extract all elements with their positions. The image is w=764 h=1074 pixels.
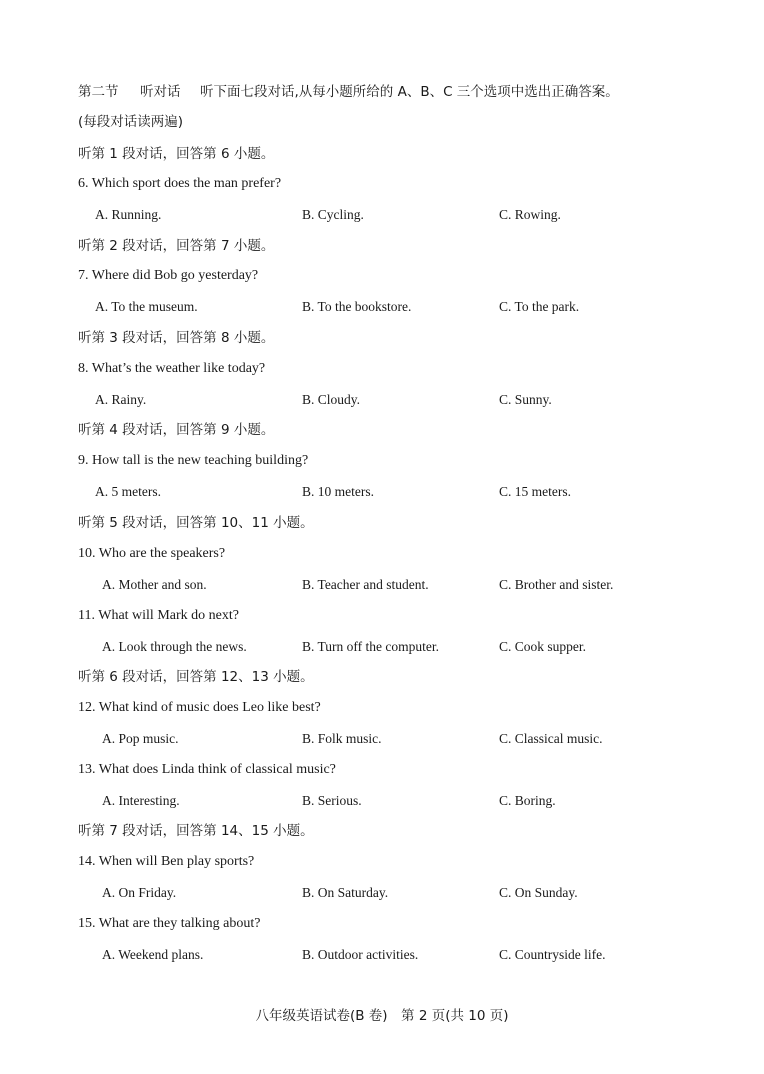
question-stem [0, 604, 764, 628]
question-stem [0, 357, 764, 381]
option-a: A. To the museum. [95, 299, 198, 314]
question-options [0, 295, 764, 319]
question-options [0, 635, 764, 659]
reading-note [0, 110, 764, 134]
option-c: C. To the park. [499, 299, 580, 314]
option-c: C. Rowing. [499, 207, 561, 222]
option-c: C. Boring. [499, 793, 556, 808]
option-c: C. Cook supper. [499, 639, 587, 654]
question-stem [0, 264, 764, 288]
dialogue-intro-text: 听第 1 段对话，回答第 6 小题。 [78, 146, 275, 162]
dialogue-intro-text: 听第 3 段对话，回答第 8 小题。 [78, 330, 275, 346]
question-stem [0, 449, 764, 473]
option-c: C. Sunny. [499, 392, 552, 407]
question-stem [0, 758, 764, 782]
dialogue-intro [0, 142, 764, 166]
option-b: B. Teacher and student. [302, 577, 429, 592]
option-c: C. 15 meters. [499, 484, 571, 499]
option-b: B. Outdoor activities. [302, 947, 419, 962]
dialogue-intro [0, 234, 764, 258]
dialogue-intro-text: 听第 7 段对话，回答第 14、15 小题。 [78, 823, 314, 839]
dialogue-intro-text: 听第 2 段对话，回答第 7 小题。 [78, 238, 275, 254]
question-stem [0, 542, 764, 566]
question-text: 10. Who are the speakers? [78, 546, 226, 561]
option-b: B. Folk music. [302, 731, 382, 746]
question-stem [0, 912, 764, 936]
question-text: 13. What does Linda think of classical music? [78, 762, 336, 777]
dialogue-intro [0, 326, 764, 350]
question-options [0, 943, 764, 967]
question-options [0, 789, 764, 813]
option-a: A. Running. [95, 207, 162, 222]
option-b: B. Cloudy. [302, 392, 361, 407]
option-b: B. To the bookstore. [302, 299, 412, 314]
question-options [0, 203, 764, 227]
section-number: 第二节 [78, 84, 119, 100]
page-footer: 八年级英语试卷(B 卷) 第 2 页(共 10 页) [255, 1008, 509, 1024]
option-b: B. On Saturday. [302, 885, 389, 900]
option-c: C. Countryside life. [499, 947, 606, 962]
section-header [0, 80, 764, 104]
option-c: C. On Sunday. [499, 885, 578, 900]
question-stem [0, 696, 764, 720]
question-text: 6. Which sport does the man prefer? [78, 176, 282, 191]
option-a: A. 5 meters. [95, 484, 161, 499]
option-c: C. Classical music. [499, 731, 603, 746]
dialogue-intro [0, 418, 764, 442]
option-a: A. Pop music. [102, 731, 179, 746]
dialogue-intro-text: 听第 5 段对话，回答第 10、11 小题。 [78, 515, 314, 531]
reading-note-text: (每段对话读两遍) [78, 114, 184, 130]
section-title: 听对话 [140, 84, 181, 100]
option-a: A. Look through the news. [102, 639, 247, 654]
question-text: 11. What will Mark do next? [78, 608, 239, 623]
question-text: 8. What’s the weather like today? [78, 361, 266, 376]
dialogue-intro-text: 听第 4 段对话，回答第 9 小题。 [78, 422, 275, 438]
dialogue-intro [0, 511, 764, 535]
option-a: A. Weekend plans. [102, 947, 204, 962]
option-b: B. Serious. [302, 793, 362, 808]
question-text: 15. What are they talking about? [78, 916, 261, 931]
section-instruction: 听下面七段对话,从每小题所给的 A、B、C 三个选项中选出正确答案。 [200, 84, 619, 100]
question-text: 14. When will Ben play sports? [78, 854, 255, 869]
question-text: 9. How tall is the new teaching building? [78, 453, 309, 468]
question-text: 7. Where did Bob go yesterday? [78, 268, 259, 283]
option-a: A. Rainy. [95, 392, 147, 407]
option-a: A. Interesting. [102, 793, 180, 808]
dialogue-intro [0, 819, 764, 843]
option-c: C. Brother and sister. [499, 577, 614, 592]
question-options [0, 727, 764, 751]
question-stem [0, 850, 764, 874]
option-a: A. Mother and son. [102, 577, 207, 592]
question-options [0, 881, 764, 905]
question-options [0, 388, 764, 412]
dialogue-intro [0, 665, 764, 689]
question-options [0, 573, 764, 597]
option-b: B. 10 meters. [302, 484, 374, 499]
question-stem [0, 172, 764, 196]
dialogue-intro-text: 听第 6 段对话，回答第 12、13 小题。 [78, 669, 314, 685]
option-b: B. Turn off the computer. [302, 639, 440, 654]
question-text: 12. What kind of music does Leo like best? [78, 700, 321, 715]
option-a: A. On Friday. [102, 885, 177, 900]
question-options [0, 480, 764, 504]
option-b: B. Cycling. [302, 207, 364, 222]
